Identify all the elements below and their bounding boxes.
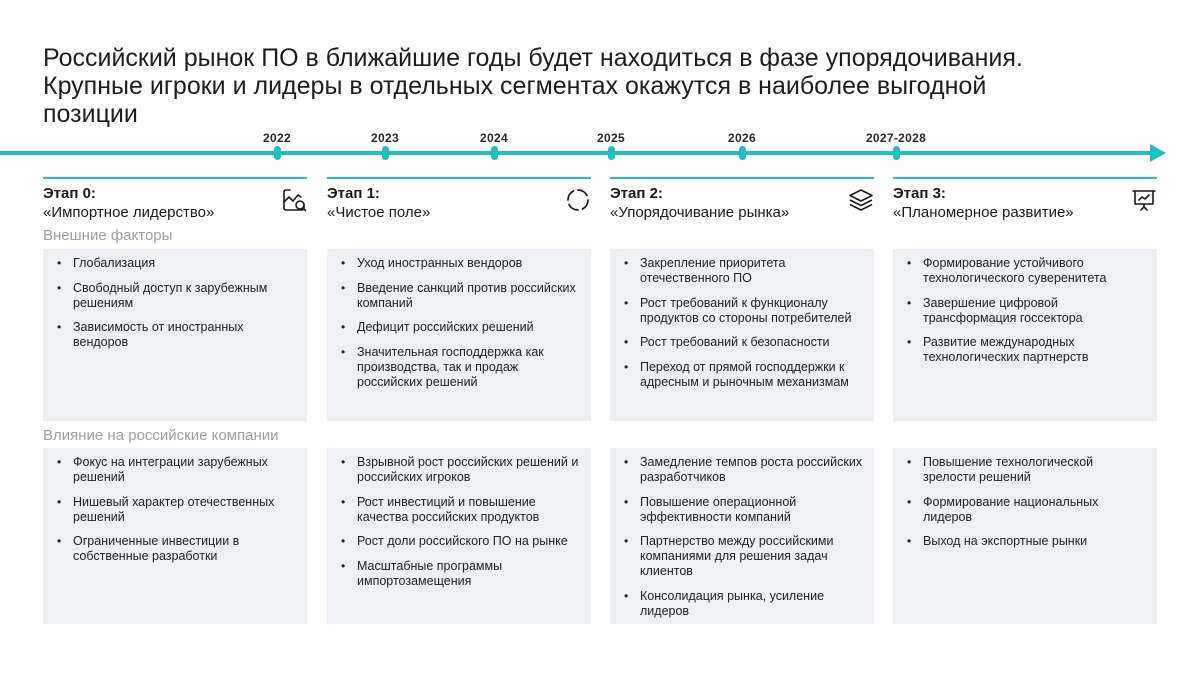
list-item: • Ограниченные инвестиции в собственные разработки — [57, 534, 299, 564]
timeline-marker — [382, 146, 389, 160]
list-item: • Нишевый характер отечественных решений — [57, 495, 299, 525]
stage-label: Этап 0: — [43, 185, 96, 202]
year-label: 2025 — [597, 131, 625, 145]
list-item: • Партнерство между российскими компаниями для решения задач клиентов — [624, 534, 866, 579]
list-item: • Дефицит российских решений — [341, 320, 583, 335]
layers-icon — [848, 187, 874, 213]
impact-box — [893, 448, 1157, 624]
impact-box — [610, 448, 874, 624]
list-item: • Значительная господдержка как производства, так и продаж российских решений — [341, 345, 583, 390]
external-factors-box — [610, 249, 874, 421]
stage-name: «Упорядочивание рынка» — [610, 204, 790, 221]
list-item: • Закрепление приоритета отечественного ПО — [624, 256, 866, 286]
timeline-marker — [739, 146, 746, 160]
list-item: • Глобализация — [57, 256, 299, 271]
stage-name: «Планомерное развитие» — [893, 204, 1074, 221]
list-item: • Рост требований к безопасности — [624, 335, 866, 350]
timeline-marker — [491, 146, 498, 160]
list-item: • Рост доли российского ПО на рынке — [341, 534, 583, 549]
list-item: • Консолидация рынка, усиление лидеров — [624, 589, 866, 619]
circle-segments-icon — [565, 187, 591, 213]
list-item: • Повышение операционной эффективности компаний — [624, 495, 866, 525]
stage-name: «Чистое поле» — [327, 204, 431, 221]
stage-label: Этап 1: — [327, 185, 380, 202]
list-item: • Введение санкций против российских компаний — [341, 281, 583, 311]
chart-trend-icon — [281, 187, 307, 213]
presentation-board-icon — [1131, 187, 1157, 213]
external-factors-box — [327, 249, 591, 421]
list-item: • Масштабные программы импортозамещения — [341, 559, 583, 589]
year-label: 2024 — [480, 131, 508, 145]
timeline — [0, 131, 1200, 168]
impact-box — [327, 448, 591, 624]
page-title — [43, 44, 1173, 128]
timeline-marker — [274, 146, 281, 160]
external-factors-box — [893, 249, 1157, 421]
year-label: 2022 — [263, 131, 291, 145]
list-item: • Взрывной рост российских решений и российских игроков — [341, 455, 583, 485]
list-item: • Фокус на интеграции зарубежных решений — [57, 455, 299, 485]
list-item: • Рост инвестиций и повышение качества российских продуктов — [341, 495, 583, 525]
stage-label: Этап 3: — [893, 185, 946, 202]
list-item: • Рост требований к функционалу продуктов со стороны потребителей — [624, 296, 866, 326]
year-label: 2023 — [371, 131, 399, 145]
list-item: • Свободный доступ к зарубежным решениям — [57, 281, 299, 311]
timeline-arrow-icon — [1150, 144, 1166, 162]
stage-name: «Импортное лидерство» — [43, 204, 215, 221]
title-line-3: позиции — [43, 100, 138, 128]
list-item: • Переход от прямой господдержки к адресным и рыночным механизмам — [624, 360, 866, 390]
section-label-external: Внешние факторы — [43, 227, 173, 244]
year-label: 2026 — [728, 131, 756, 145]
impact-box — [43, 448, 307, 624]
list-item: • Формирование национальных лидеров — [907, 495, 1149, 525]
list-item: • Завершение цифровой трансформация госсектора — [907, 296, 1149, 326]
list-item: • Выход на экспортные рынки — [907, 534, 1149, 549]
timeline-marker — [893, 146, 900, 160]
title-line-1: Российский рынок ПО в ближайшие годы будет находиться в фазе упорядочивания. — [43, 44, 1023, 72]
timeline-line — [0, 151, 1152, 155]
title-line-2: Крупные игроки и лидеры в отдельных сегментах окажутся в наиболее выгодной — [43, 72, 987, 100]
list-item: • Зависимость от иностранных вендоров — [57, 320, 299, 350]
stage-label: Этап 2: — [610, 185, 663, 202]
list-item: • Повышение технологической зрелости решений — [907, 455, 1149, 485]
list-item: • Уход иностранных вендоров — [341, 256, 583, 271]
timeline-marker — [608, 146, 615, 160]
list-item: • Развитие международных технологических партнерств — [907, 335, 1149, 365]
section-label-impact: Влияние на российские компании — [43, 427, 279, 444]
external-factors-box — [43, 249, 307, 421]
list-item: • Формирование устойчивого технологического суверенитета — [907, 256, 1149, 286]
list-item: • Замедление темпов роста российских разработчиков — [624, 455, 866, 485]
year-label: 2027-2028 — [865, 131, 927, 145]
